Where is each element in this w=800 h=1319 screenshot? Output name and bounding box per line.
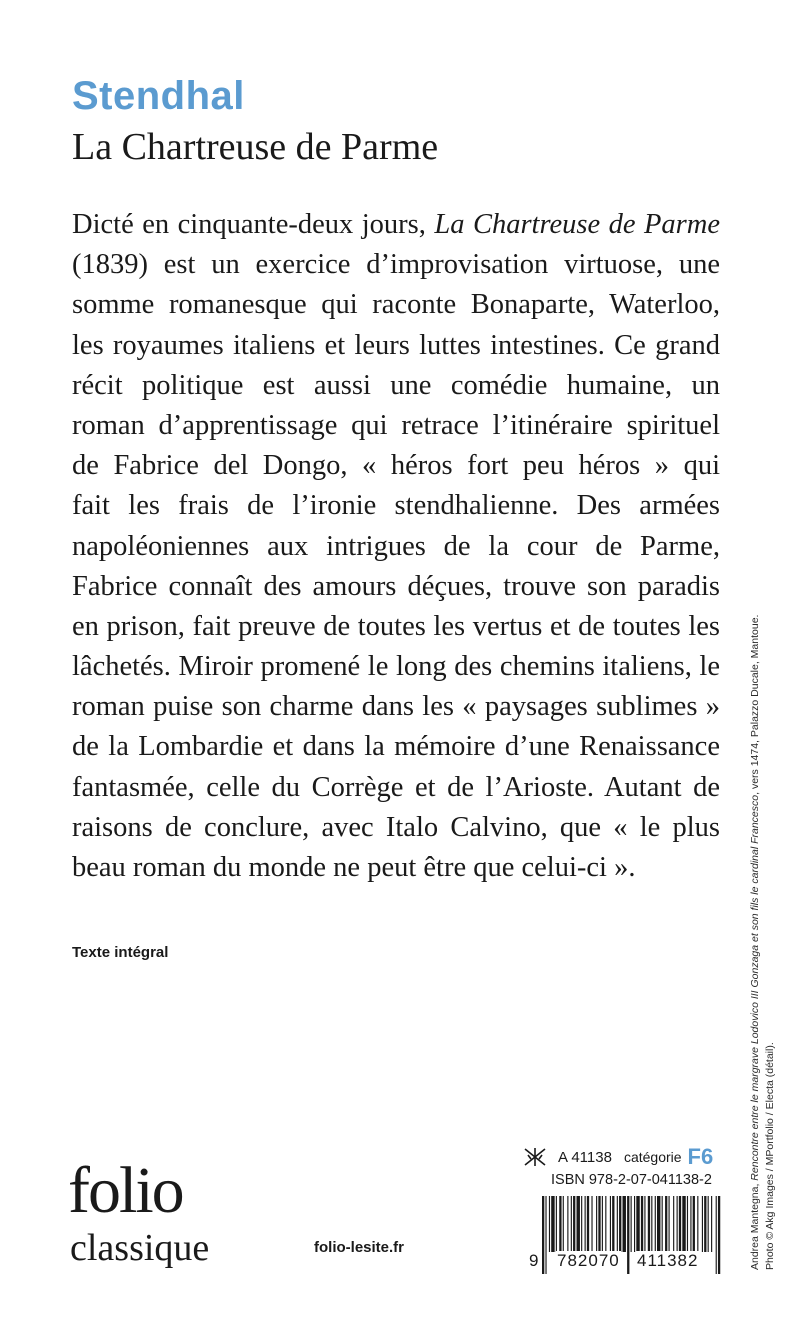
summary-line	[72, 808, 720, 848]
credit-artist: Andrea Mantegna,	[749, 1180, 761, 1270]
classique-logo: classique	[70, 1227, 210, 1269]
isbn-number: ISBN 978-2-07-041138-2	[551, 1172, 712, 1188]
summary-italic-title: La Chartreuse de Parme	[434, 209, 720, 240]
summary-line	[72, 326, 720, 366]
barcode-bar	[690, 1196, 691, 1252]
summary-line	[72, 245, 720, 285]
gallimard-emblem-icon	[522, 1146, 548, 1168]
barcode-bar	[610, 1196, 611, 1252]
barcode-bar	[602, 1196, 603, 1252]
barcode-bar	[577, 1196, 580, 1252]
summary-text: de la Lombardie et dans la mémoire d’une Renaissance	[72, 731, 720, 763]
price-category-badge: F6	[687, 1144, 714, 1169]
barcode-bar	[631, 1196, 632, 1252]
barcode-bar	[612, 1196, 614, 1252]
summary-text: récit politique est aussi une comédie humaine, un	[72, 369, 720, 401]
barcode-bar	[551, 1196, 554, 1252]
credit-line-2: Photo © Akg Images / MPortfolio / Electa (détail).	[764, 1042, 776, 1270]
barcode-bar	[702, 1196, 703, 1252]
barcode-bar	[679, 1196, 681, 1252]
barcode-bar	[563, 1196, 564, 1252]
barcode-bar	[559, 1196, 561, 1252]
book-title: La Chartreuse de Parme	[72, 126, 439, 168]
barcode-bar	[634, 1196, 635, 1252]
barcode-bar	[641, 1196, 643, 1252]
product-code-row	[522, 1144, 713, 1170]
summary-line	[72, 768, 720, 808]
summary-text: roman d’apprentissage qui retrace l’itinéraire spirituel	[72, 409, 720, 441]
barcode-bar	[693, 1196, 695, 1252]
barcode-bar	[605, 1196, 606, 1252]
barcode-bar	[585, 1196, 586, 1252]
barcode-bar	[591, 1196, 592, 1252]
barcode-bar	[657, 1196, 660, 1252]
summary-line	[72, 205, 720, 245]
summary-text: raisons de conclure, avec Italo Calvino, que « le plus	[72, 811, 720, 843]
barcode-bar	[655, 1196, 656, 1252]
barcode-bar	[648, 1196, 650, 1252]
barcode-bar	[596, 1196, 597, 1252]
barcode-bar	[651, 1196, 652, 1252]
credit-location: , vers 1474, Palazzo Ducale, Mantoue.	[749, 614, 761, 795]
summary-text: Fabrice connaît des amours déçues, trouve son paradis	[72, 570, 720, 602]
summary-line	[72, 727, 720, 767]
barcode-bar	[571, 1196, 572, 1252]
barcode-bar	[682, 1196, 685, 1252]
barcode-left-group: 782070	[557, 1251, 620, 1270]
folio-logo: folio	[68, 1154, 183, 1227]
summary-text: somme romanesque qui raconte Bonaparte, Waterloo,	[72, 289, 720, 321]
back-cover-summary	[72, 205, 720, 888]
barcode-bar	[662, 1196, 663, 1252]
summary-text: fantasmée, celle du Corrège et de l’Arioste. Autant de	[72, 771, 720, 803]
barcode-bar	[673, 1196, 674, 1252]
summary-line	[72, 527, 720, 567]
summary-text: lâchetés. Miroir promené le long des chemins italiens, le	[72, 651, 720, 683]
barcode-bar	[573, 1196, 575, 1252]
summary-text: (1839) est un exercice d’improvisation virtuose, une	[72, 249, 720, 281]
credit-line-1	[748, 470, 763, 1270]
category-label: catégorie	[623, 1149, 682, 1165]
barcode-bar	[567, 1196, 568, 1252]
summary-line	[72, 687, 720, 727]
barcode-bar	[665, 1196, 667, 1252]
summary-text: napoléoniennes aux intrigues de la cour de Parme,	[72, 530, 720, 562]
summary-text: de Fabrice del Dongo, « héros fort peu héros » qui	[72, 450, 720, 482]
cover-image-credit	[748, 470, 782, 1270]
barcode-bar	[587, 1196, 589, 1252]
barcode-bar	[549, 1196, 550, 1252]
summary-line	[72, 285, 720, 325]
summary-line	[72, 366, 720, 406]
summary-line	[72, 446, 720, 486]
barcode-bar	[598, 1196, 600, 1252]
summary-text: les royaumes italiens et leurs luttes intestines. Ce grand	[72, 329, 720, 361]
credit-artwork-title: Rencontre entre le margrave Lodovico III Gonzaga et son fils le cardinal Francesco	[749, 794, 761, 1181]
barcode-first-digit: 9	[529, 1251, 540, 1270]
summary-text: beau roman du monde ne peut être que celui-ci ».	[72, 852, 636, 883]
summary-line	[72, 486, 720, 526]
summary-line	[72, 848, 720, 888]
publisher-website: folio-lesite.fr	[314, 1239, 405, 1256]
barcode-bar	[623, 1196, 626, 1252]
barcode-bar	[644, 1196, 645, 1252]
author-name: Stendhal	[72, 74, 245, 118]
summary-line	[72, 647, 720, 687]
summary-text: fait les frais de l’ironie stendhalienne. Des armées	[72, 490, 720, 522]
barcode-bar	[704, 1196, 706, 1252]
barcode-digits	[530, 1247, 722, 1273]
barcode-bar	[687, 1196, 688, 1252]
barcode-bar	[711, 1196, 712, 1252]
barcode-bar	[677, 1196, 678, 1252]
barcode-bar	[619, 1196, 621, 1252]
summary-text: en prison, fait preuve de toutes les vertus et de toutes les	[72, 610, 720, 642]
summary-line	[72, 406, 720, 446]
catalog-number: A 41138	[558, 1148, 612, 1166]
summary-text: Dicté en cinquante-deux jours,	[72, 209, 435, 240]
barcode-bar	[708, 1196, 709, 1252]
barcode-bar	[556, 1196, 557, 1252]
barcode-bar	[669, 1196, 670, 1252]
barcode-bar	[697, 1196, 698, 1252]
texte-integral-label: Texte intégral	[72, 944, 169, 961]
barcode-bar	[617, 1196, 618, 1252]
barcode-bar	[636, 1196, 639, 1252]
barcode-bar	[581, 1196, 582, 1252]
barcode-right-group: 411382	[637, 1251, 699, 1270]
summary-text: roman puise son charme dans les « paysages sublimes »	[72, 691, 720, 723]
summary-line	[72, 567, 720, 607]
summary-line	[72, 607, 720, 647]
